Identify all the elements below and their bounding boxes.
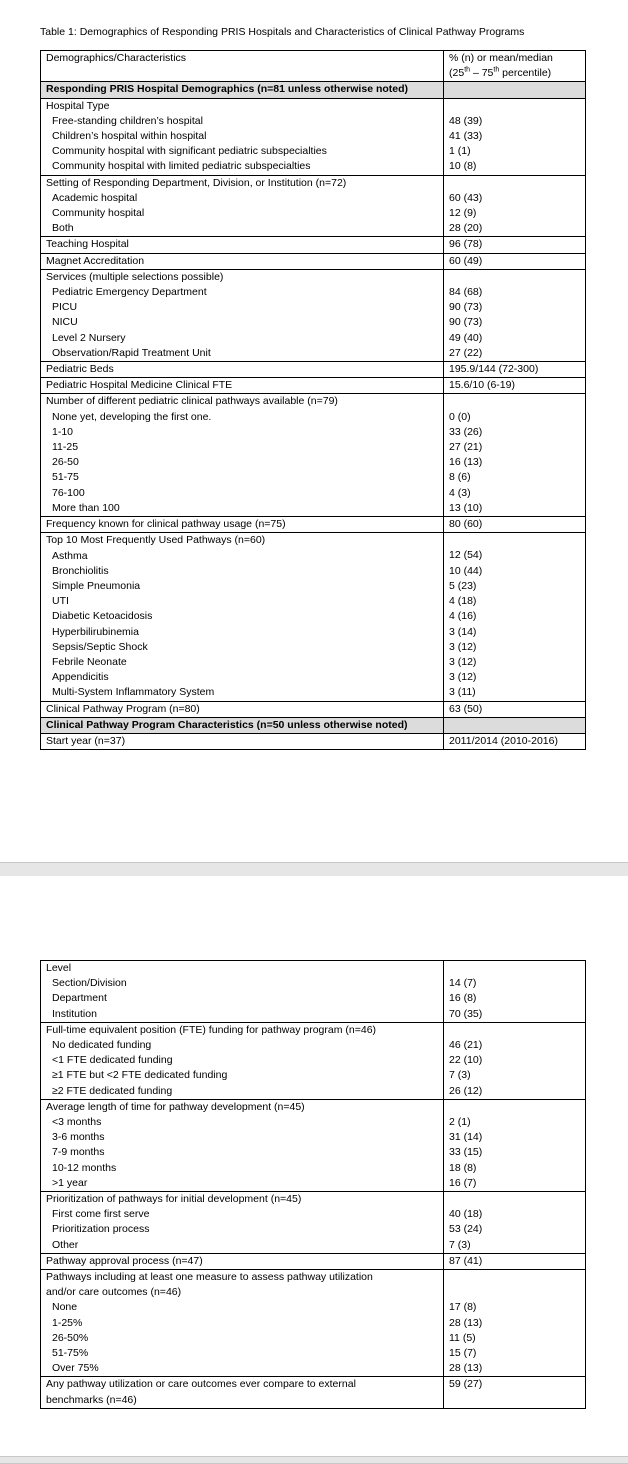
row-label: Clinical Pathway Program (n=80) xyxy=(46,702,200,715)
item-label: First come first serve xyxy=(52,1208,150,1221)
characteristic-cell xyxy=(41,733,444,749)
item-label: Hyperbilirubinemia xyxy=(52,625,139,638)
item-value: 14 (7) xyxy=(449,977,477,990)
item-label: ≥2 FTE dedicated funding xyxy=(52,1084,173,1097)
table-row xyxy=(41,253,586,269)
group-label: Average length of time for pathway development (n=45) xyxy=(46,1100,305,1113)
characteristic-cell xyxy=(41,253,444,269)
item-value: 7 (3) xyxy=(449,1069,471,1082)
item-label: Febrile Neonate xyxy=(52,655,127,668)
item-label: Other xyxy=(52,1238,79,1251)
table-row xyxy=(41,1253,586,1269)
group-row xyxy=(41,533,586,701)
row-label: Teaching Hospital xyxy=(46,238,129,251)
value-cell xyxy=(444,253,586,269)
row-value: 80 (60) xyxy=(449,518,483,531)
row-label: Frequency known for clinical pathway usage (n=75) xyxy=(46,518,286,531)
item-value: 3 (12) xyxy=(449,671,477,684)
program-characteristics-table xyxy=(40,960,586,1409)
value-cell xyxy=(444,394,586,517)
item-value: 5 (23) xyxy=(449,579,477,592)
table-row xyxy=(41,517,586,533)
item-value: 22 (10) xyxy=(449,1054,483,1067)
spacer xyxy=(449,533,580,548)
group-label-continued: and/or care outcomes (n=46) xyxy=(46,1286,182,1299)
row-label: Pediatric Hospital Medicine Clinical FTE xyxy=(46,379,233,392)
item-label: 10-12 months xyxy=(52,1161,117,1174)
value-cell xyxy=(444,269,586,361)
item-value: 12 (9) xyxy=(449,207,477,220)
item-value: 15 (7) xyxy=(449,1347,477,1360)
group-row xyxy=(41,1192,586,1254)
item-label: 26-50 xyxy=(52,456,79,469)
item-value: 7 (3) xyxy=(449,1238,471,1251)
row-label-continued: benchmarks (n=46) xyxy=(46,1393,137,1406)
value-cell xyxy=(444,733,586,749)
item-label: <3 months xyxy=(52,1116,102,1129)
row-label: Start year (n=37) xyxy=(46,734,126,747)
item-value: 16 (7) xyxy=(449,1176,477,1189)
row-label: Pediatric Beds xyxy=(46,363,114,376)
item-label: >1 year xyxy=(52,1176,88,1189)
item-label: Free-standing children’s hospital xyxy=(52,114,203,127)
row-label: Pathway approval process (n=47) xyxy=(46,1254,203,1267)
item-label: Over 75% xyxy=(52,1362,99,1375)
item-label: 76-100 xyxy=(52,486,85,499)
item-value: 3 (14) xyxy=(449,625,477,638)
item-value: 49 (40) xyxy=(449,331,483,344)
item-value: 28 (13) xyxy=(449,1316,483,1329)
item-value: 27 (22) xyxy=(449,346,483,359)
item-label: Academic hospital xyxy=(52,191,138,204)
section-header-row xyxy=(41,82,586,98)
item-value: 4 (18) xyxy=(449,595,477,608)
item-label: ≥1 FTE but <2 FTE dedicated funding xyxy=(52,1069,228,1082)
group-label: Pathways including at least one measure to assess pathway utilization xyxy=(46,1271,373,1284)
item-label: None xyxy=(52,1301,78,1314)
header-cell-statistic: % (n) or mean/median (25th – 75th percentile) xyxy=(444,51,586,82)
value-cell xyxy=(444,1377,586,1408)
characteristic-cell xyxy=(41,269,444,361)
group-label: Full-time equivalent position (FTE) funding for pathway program (n=46) xyxy=(46,1023,377,1036)
group-label: Setting of Responding Department, Division, or Institution (n=72) xyxy=(46,176,347,189)
item-value: 48 (39) xyxy=(449,114,483,127)
section-label: Responding PRIS Hospital Demographics (n=81 unless otherwise noted) xyxy=(46,83,409,96)
item-label: No dedicated funding xyxy=(52,1039,152,1052)
item-value: 10 (8) xyxy=(449,160,477,173)
item-label: 11-25 xyxy=(52,441,79,454)
item-value: 17 (8) xyxy=(449,1301,477,1314)
row-value: 15.6/10 (6-19) xyxy=(449,379,515,392)
item-value: 1 (1) xyxy=(449,145,471,158)
group-row xyxy=(41,175,586,237)
value-cell xyxy=(444,517,586,533)
table-row xyxy=(41,378,586,394)
item-value: 26 (12) xyxy=(449,1084,483,1097)
page-separator-bottom xyxy=(0,1456,628,1464)
item-label: Children’s hospital within hospital xyxy=(52,130,207,143)
item-label: NICU xyxy=(52,316,78,329)
row-label: Any pathway utilization or care outcomes ever compare to external xyxy=(46,1378,356,1391)
item-value: 33 (15) xyxy=(449,1146,483,1159)
value-cell xyxy=(444,1253,586,1269)
group-label: Top 10 Most Frequently Used Pathways (n=60) xyxy=(46,534,266,547)
item-value: 3 (12) xyxy=(449,640,477,653)
spacer xyxy=(449,176,580,191)
value-cell xyxy=(444,1022,586,1099)
item-value: 3 (12) xyxy=(449,655,477,668)
group-label: Services (multiple selections possible) xyxy=(46,270,224,283)
characteristic-cell xyxy=(41,1192,444,1254)
item-value: 13 (10) xyxy=(449,501,483,514)
spacer xyxy=(449,961,580,976)
item-value: 31 (14) xyxy=(449,1131,483,1144)
item-label: Diabetic Ketoacidosis xyxy=(52,610,153,623)
characteristic-cell xyxy=(41,175,444,237)
group-row xyxy=(41,961,586,1023)
row-value: 59 (27) xyxy=(449,1378,483,1391)
spacer xyxy=(449,1100,580,1115)
item-label: <1 FTE dedicated funding xyxy=(52,1054,173,1067)
table-header-row xyxy=(41,51,586,82)
item-label: 1-25% xyxy=(52,1316,83,1329)
table-row xyxy=(41,701,586,717)
item-label: Community hospital with significant pediatric subspecialties xyxy=(52,145,327,158)
value-cell xyxy=(444,362,586,378)
item-label: Asthma xyxy=(52,549,88,562)
item-label: Appendicitis xyxy=(52,671,109,684)
item-value: 53 (24) xyxy=(449,1223,483,1236)
spacer xyxy=(449,270,580,285)
row-value: 60 (49) xyxy=(449,254,483,267)
value-cell xyxy=(444,1099,586,1191)
table-row xyxy=(41,1377,586,1408)
group-row xyxy=(41,1022,586,1099)
item-value: 28 (20) xyxy=(449,222,483,235)
item-value: 70 (35) xyxy=(449,1007,483,1020)
characteristic-cell xyxy=(41,1099,444,1191)
item-value: 0 (0) xyxy=(449,410,471,423)
item-label: 7-9 months xyxy=(52,1146,105,1159)
characteristic-cell xyxy=(41,1022,444,1099)
spacer xyxy=(449,394,580,409)
item-value: 16 (13) xyxy=(449,456,483,469)
header-cell-characteristics: Demographics/Characteristics xyxy=(41,51,444,82)
item-label: 51-75% xyxy=(52,1347,89,1360)
item-label: None yet, developing the first one. xyxy=(52,410,212,423)
item-label: Multi-System Inflammatory System xyxy=(52,686,215,699)
characteristic-cell xyxy=(41,362,444,378)
item-label: 1-10 xyxy=(52,425,74,438)
item-label: Pediatric Emergency Department xyxy=(52,286,207,299)
item-label: Sepsis/Septic Shock xyxy=(52,640,148,653)
value-cell xyxy=(444,1270,586,1377)
group-row xyxy=(41,1099,586,1191)
characteristic-cell xyxy=(41,237,444,253)
item-label: Level 2 Nursery xyxy=(52,331,126,344)
row-value: 87 (41) xyxy=(449,1254,483,1267)
section-label: Clinical Pathway Program Characteristics (n=50 unless otherwise noted) xyxy=(46,718,408,731)
characteristic-cell xyxy=(41,701,444,717)
group-label: Hospital Type xyxy=(46,99,110,112)
item-value: 60 (43) xyxy=(449,191,483,204)
characteristic-cell xyxy=(41,98,444,175)
characteristic-cell xyxy=(41,378,444,394)
item-value: 18 (8) xyxy=(449,1161,477,1174)
item-value: 90 (73) xyxy=(449,316,483,329)
characteristic-cell xyxy=(41,82,444,98)
item-value: 84 (68) xyxy=(449,286,483,299)
item-label: Prioritization process xyxy=(52,1223,150,1236)
item-label: Department xyxy=(52,992,107,1005)
item-value: 41 (33) xyxy=(449,130,483,142)
item-value: 8 (6) xyxy=(449,471,471,484)
spacer xyxy=(449,1192,580,1207)
item-label: 26-50% xyxy=(52,1331,89,1344)
value-cell xyxy=(444,533,586,701)
item-value: 16 (8) xyxy=(449,992,477,1005)
item-value: 4 (16) xyxy=(449,610,477,623)
row-value: 96 (78) xyxy=(449,238,483,251)
item-value: 28 (13) xyxy=(449,1362,483,1375)
demographics-table xyxy=(40,50,586,750)
value-cell xyxy=(444,378,586,394)
value-cell xyxy=(444,701,586,717)
table-caption: Table 1: Demographics of Responding PRIS Hospitals and Characteristics of Clinical Pathway Programs xyxy=(40,26,525,38)
item-value: 2 (1) xyxy=(449,1116,471,1129)
item-value: 3 (11) xyxy=(449,686,476,699)
item-value: 12 (54) xyxy=(449,549,483,562)
item-label: 3-6 months xyxy=(52,1131,105,1144)
item-label: PICU xyxy=(52,301,78,314)
row-label: Magnet Accreditation xyxy=(46,254,145,267)
group-row xyxy=(41,394,586,517)
characteristic-cell xyxy=(41,533,444,701)
spacer xyxy=(449,1285,580,1300)
value-cell xyxy=(444,98,586,175)
item-label: More than 100 xyxy=(52,501,120,514)
item-value: 11 (5) xyxy=(449,1331,476,1344)
characteristic-cell xyxy=(41,394,444,517)
item-label: Section/Division xyxy=(52,977,127,990)
spacer xyxy=(449,99,580,114)
group-label: Prioritization of pathways for initial development (n=45) xyxy=(46,1193,302,1206)
characteristic-cell xyxy=(41,1270,444,1377)
table-row xyxy=(41,362,586,378)
item-label: Community hospital with limited pediatric subspecialties xyxy=(52,160,311,173)
item-label: Institution xyxy=(52,1007,97,1020)
item-label: Both xyxy=(52,222,74,235)
item-label: UTI xyxy=(52,595,69,608)
page-separator xyxy=(0,862,628,877)
item-value: 10 (44) xyxy=(449,564,483,577)
group-row xyxy=(41,1270,586,1377)
value-cell xyxy=(444,1192,586,1254)
item-label: Bronchiolitis xyxy=(52,564,109,577)
section-blank-cell xyxy=(444,82,586,98)
row-value: 195.9/144 (72-300) xyxy=(449,363,539,376)
item-label: Observation/Rapid Treatment Unit xyxy=(52,346,211,359)
value-cell xyxy=(444,961,586,1023)
group-label: Number of different pediatric clinical pathways available (n=79) xyxy=(46,395,338,408)
row-value: 63 (50) xyxy=(449,702,483,715)
item-value: 90 (73) xyxy=(449,301,483,314)
item-value: 33 (26) xyxy=(449,425,483,438)
item-label: Simple Pneumonia xyxy=(52,579,141,592)
value-cell xyxy=(444,175,586,237)
characteristic-cell xyxy=(41,1377,444,1408)
item-label: 51-75 xyxy=(52,471,79,484)
spacer xyxy=(449,1270,580,1285)
item-value: 40 (18) xyxy=(449,1208,483,1221)
group-label: Level xyxy=(46,962,72,974)
item-label: Community hospital xyxy=(52,207,145,220)
spacer xyxy=(449,1023,580,1038)
section-blank-cell xyxy=(444,717,586,733)
item-value: 27 (21) xyxy=(449,441,483,454)
group-row xyxy=(41,98,586,175)
characteristic-cell xyxy=(41,517,444,533)
row-value: 2011/2014 (2010-2016) xyxy=(449,734,558,747)
item-value: 46 (21) xyxy=(449,1039,483,1051)
section-header-row xyxy=(41,717,586,733)
table-row xyxy=(41,733,586,749)
item-value: 4 (3) xyxy=(449,486,471,499)
characteristic-cell xyxy=(41,961,444,1023)
characteristic-cell xyxy=(41,1253,444,1269)
characteristic-cell xyxy=(41,717,444,733)
table-row xyxy=(41,237,586,253)
value-cell xyxy=(444,237,586,253)
group-row xyxy=(41,269,586,361)
